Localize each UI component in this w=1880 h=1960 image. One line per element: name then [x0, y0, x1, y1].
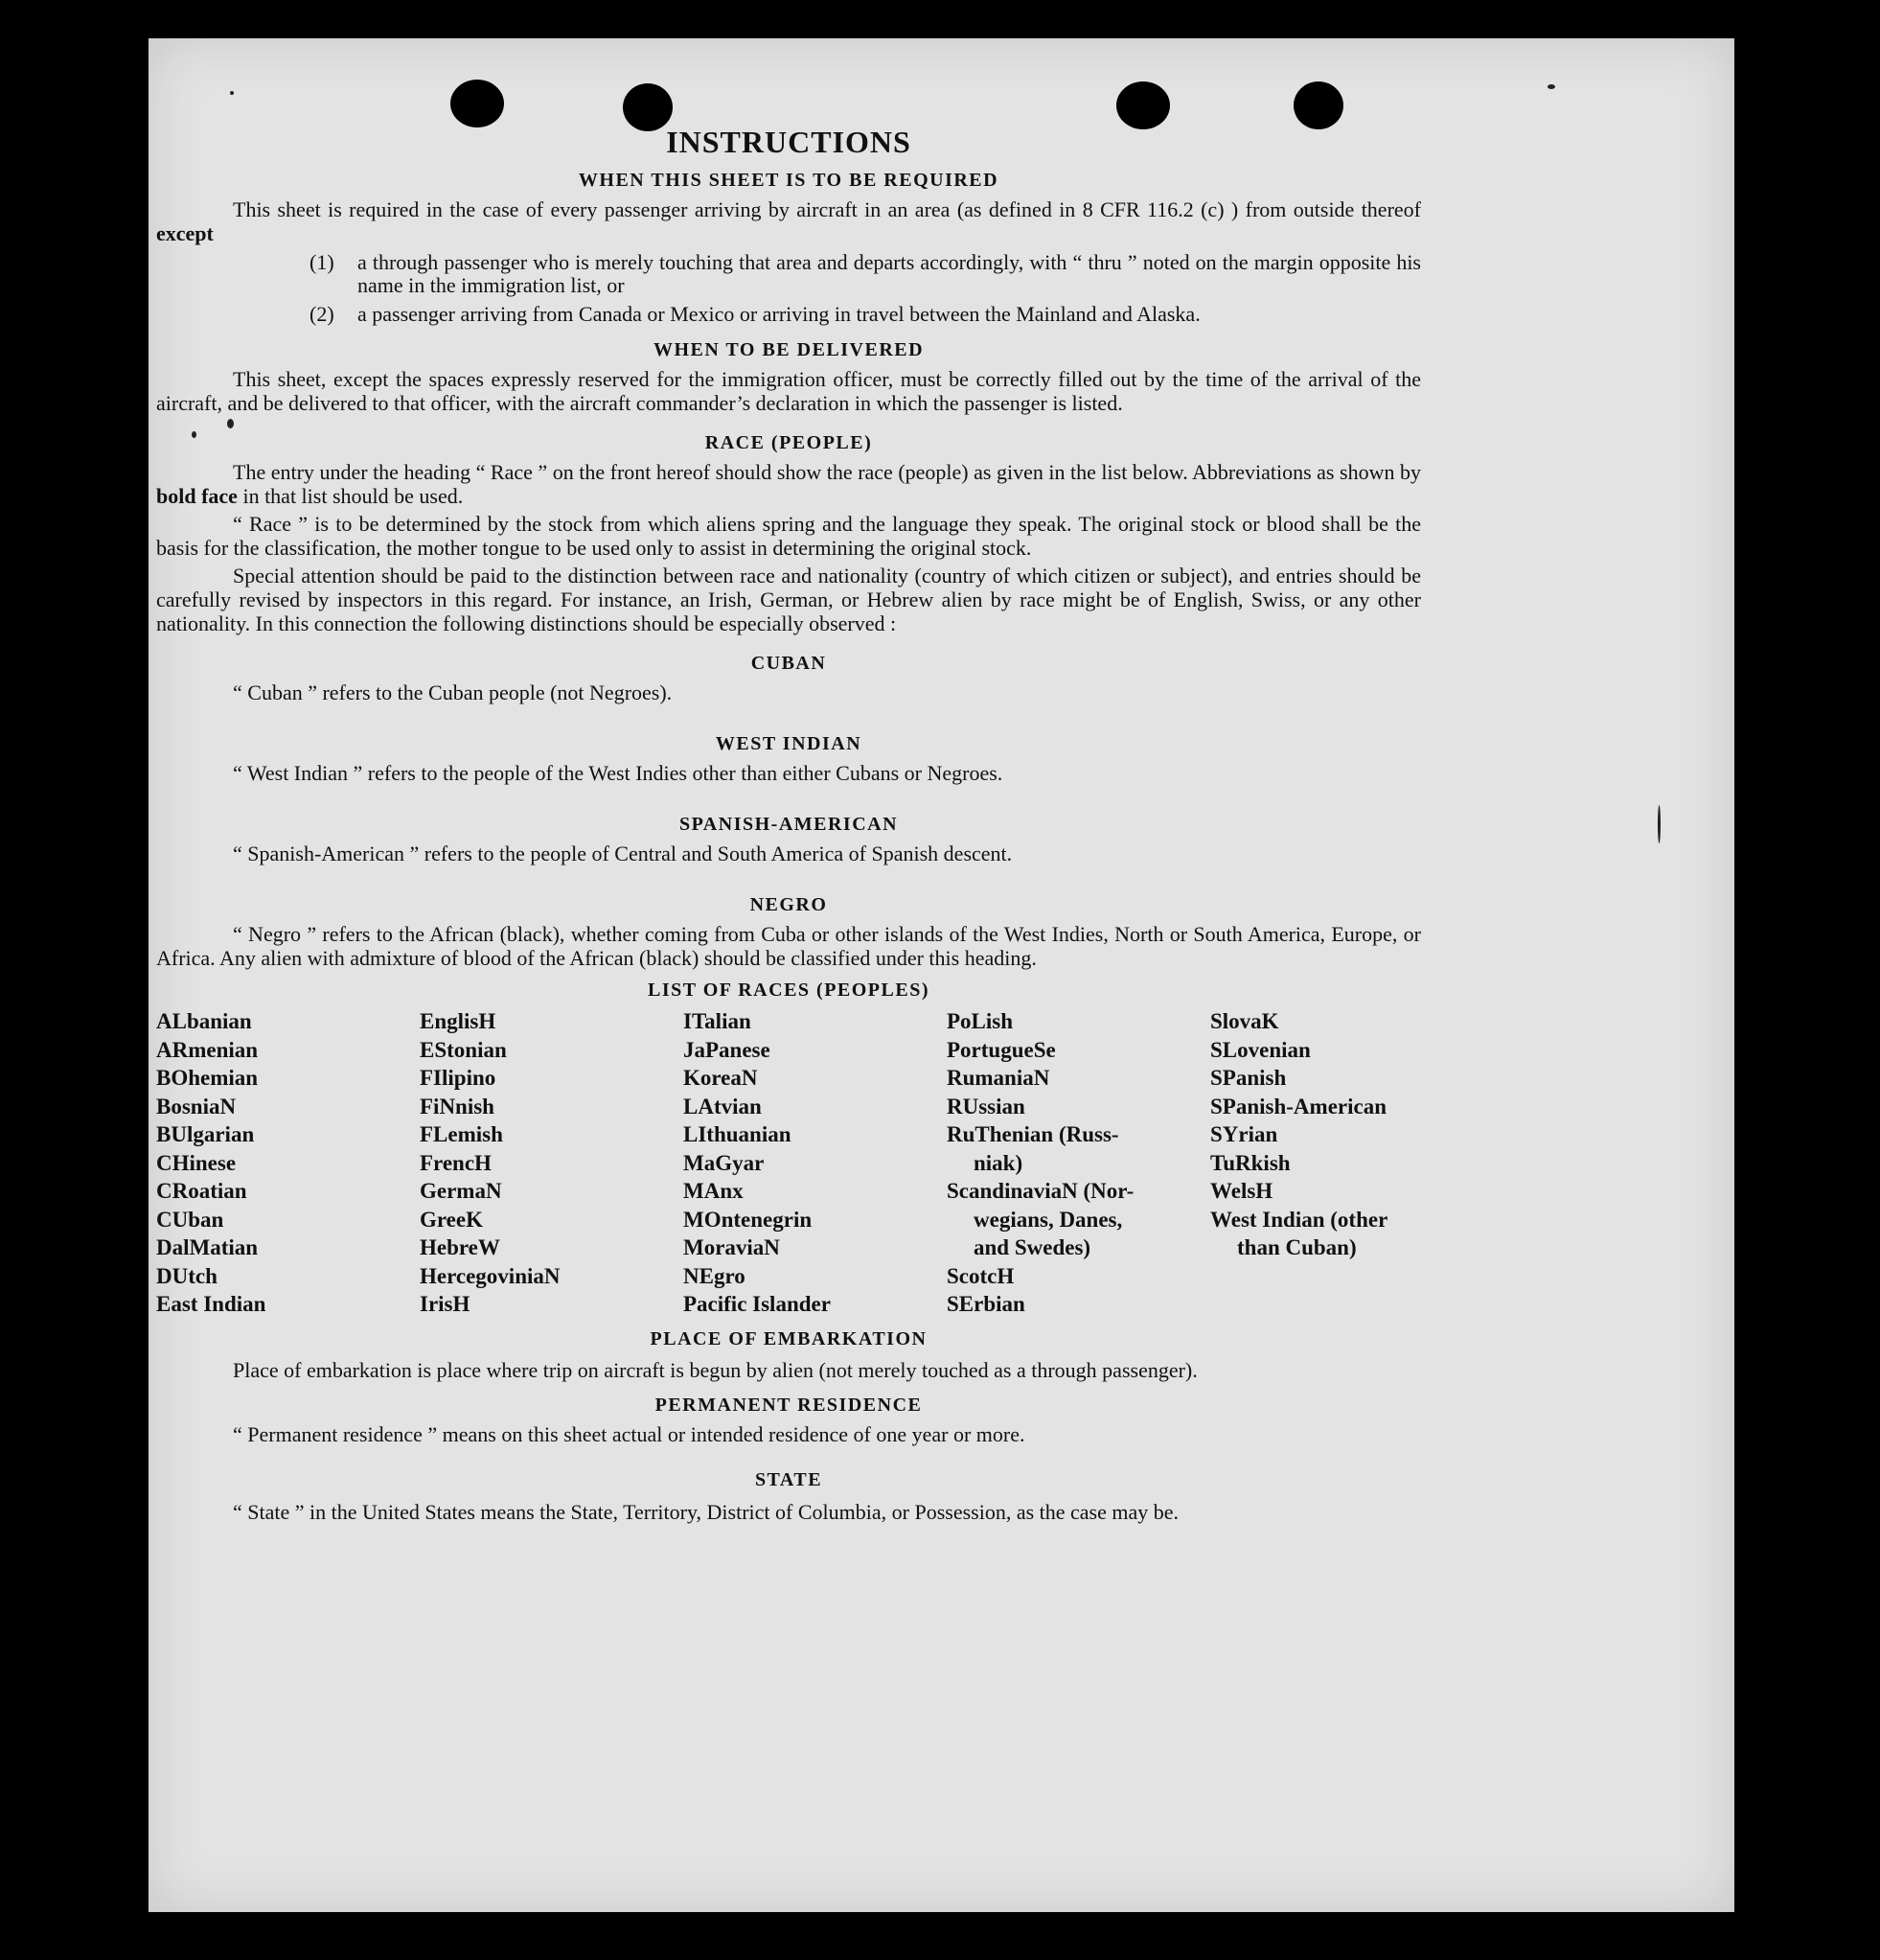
- cuban-text: “ Cuban ” refers to the Cuban people (not Negroes).: [233, 680, 673, 704]
- when-required-intro: This sheet is required in the case of every passenger arriving by aircraft in an area (as defined in 8 CFR 116.2 (c) ) from outside thereof except: [156, 197, 1421, 245]
- race-entry: PortugueSe: [947, 1037, 1056, 1062]
- paper-speck: [230, 91, 234, 95]
- race-entry: SPanish-American: [1210, 1094, 1387, 1118]
- race-entry: CRoatian: [156, 1179, 247, 1203]
- section-heading-when-required: WHEN THIS SHEET IS TO BE REQUIRED: [578, 170, 999, 191]
- when-delivered-text: This sheet, except the spaces expressly reserved for the immigration officer, must be correctly filled out by the time of the arrival of the aircraft, and be delivered to that officer, with the aircraft commander’s declaration in which the passenger is listed.: [156, 367, 1421, 415]
- section-heading-permanent-residence: PERMANENT RESIDENCE: [654, 1394, 923, 1416]
- punch-hole: [1294, 81, 1343, 129]
- item-text: a passenger arriving from Canada or Mexico or arriving in travel between the Mainland and Alaska.: [357, 302, 1201, 326]
- races-column-5: [1210, 1007, 1421, 1319]
- race-entry: FrencH: [420, 1150, 492, 1175]
- race-entry: ScotcH: [947, 1263, 1015, 1288]
- punch-hole: [1116, 81, 1170, 129]
- race-entry: BOhemian: [156, 1066, 259, 1090]
- race-entry: GermaN: [420, 1179, 502, 1203]
- race-entry: BosniaN: [156, 1094, 237, 1118]
- race-entry: MoraviaN: [683, 1235, 780, 1259]
- item-number: (2): [310, 302, 334, 326]
- race-entry: DalMatian: [156, 1235, 259, 1259]
- race-entry: SPanish: [1210, 1066, 1287, 1090]
- negro-text: “ Negro ” refers to the African (black), whether coming from Cuba or other islands of the West Indies, North or South America, Europe, or Africa. Any alien with admixture of blood of the African (black) should be classified under this heading.: [156, 922, 1421, 970]
- race-entry: NEgro: [683, 1263, 745, 1288]
- race-paragraph-3: Special attention should be paid to the distinction between race and nationality (country of which citizen or subject), and entries should be carefully revised by inspectors in this regard. For instance, an Irish, German, or Hebrew alien by race might be of English, Swiss, or any other nationality. In this connection the following distinctions should be especially observed :: [156, 564, 1421, 635]
- race-entry: HercegoviniaN: [420, 1263, 561, 1288]
- race-entry-continuation: wegians, Danes,: [974, 1207, 1123, 1232]
- race-entry-continuation: and Swedes): [974, 1235, 1091, 1259]
- section-heading-negro: NEGRO: [749, 894, 828, 915]
- race-entry: GreeK: [420, 1207, 483, 1232]
- bold-face-emphasis: bold face: [156, 484, 238, 508]
- item-number: (1): [310, 250, 334, 274]
- race-entry: ITalian: [683, 1009, 751, 1033]
- section-heading-when-delivered: WHEN TO BE DELIVERED: [653, 339, 925, 360]
- race-entry: ALbanian: [156, 1009, 252, 1033]
- paper-speck: [1658, 805, 1661, 843]
- place-of-embarkation-text: Place of embarkation is place where trip on aircraft is begun by alien (not merely touched as a through passenger).: [233, 1357, 1198, 1382]
- races-column-4: [947, 1007, 1210, 1319]
- section-heading-state: STATE: [754, 1468, 823, 1490]
- races-column-2: [420, 1007, 683, 1319]
- race-paragraph-2: “ Race ” is to be determined by the stock from which aliens spring and the language they speak. The original stock or blood shall be the basis for the classification, the mother tongue to be used only to assist in determining the original stock.: [156, 512, 1421, 560]
- race-entry: MaGyar: [683, 1150, 765, 1175]
- race-entry: SlovaK: [1210, 1009, 1279, 1033]
- spanish-american-text: “ Spanish-American ” refers to the people of Central and South America of Spanish descent.: [233, 842, 1013, 865]
- race-entry: MOntenegrin: [683, 1207, 813, 1232]
- instructions-body: [156, 125, 1421, 1527]
- punch-hole: [450, 80, 504, 127]
- race-entry-continuation: niak): [974, 1150, 1023, 1175]
- item-text: a through passenger who is merely touching that area and departs accordingly, with “ thru ” noted on the margin opposite his name in the immigration list, or: [357, 250, 1421, 297]
- exception-item-1: [310, 251, 1421, 297]
- west-indian-text: “ West Indian ” refers to the people of the West Indies other than either Cubans or Negroes.: [233, 761, 1003, 785]
- page-title: INSTRUCTIONS: [666, 125, 911, 159]
- race-entry: KoreaN: [683, 1066, 758, 1090]
- race-entry: RumaniaN: [947, 1066, 1050, 1090]
- exception-item-2: [310, 303, 1421, 326]
- section-heading-west-indian: WEST INDIAN: [715, 733, 862, 754]
- permanent-residence-text: “ Permanent residence ” means on this sheet actual or intended residence of one year or more.: [233, 1421, 1025, 1446]
- race-entry: BUlgarian: [156, 1122, 255, 1146]
- race-entry: EnglisH: [420, 1009, 496, 1033]
- race-entry: DUtch: [156, 1263, 218, 1288]
- race-entry: MAnx: [683, 1179, 744, 1203]
- section-heading-list-of-races: LIST OF RACES (PEOPLES): [647, 980, 929, 1001]
- race-entry: SLovenian: [1210, 1037, 1311, 1062]
- race-entry: CUban: [156, 1207, 224, 1232]
- races-list: [156, 1007, 1421, 1319]
- race-entry: JaPanese: [683, 1037, 770, 1062]
- race-entry: LIthuanian: [683, 1122, 791, 1146]
- race-entry: Pacific Islander: [683, 1292, 831, 1316]
- race-entry: SYrian: [1210, 1122, 1278, 1146]
- section-heading-spanish-american: SPANISH-AMERICAN: [678, 814, 899, 835]
- section-heading-place-of-embarkation: PLACE OF EMBARKATION: [650, 1327, 928, 1349]
- race-entry: CHinese: [156, 1150, 237, 1175]
- race-entry: TuRkish: [1210, 1150, 1291, 1175]
- race-entry: WelsH: [1210, 1179, 1273, 1203]
- section-heading-race: RACE (PEOPLE): [704, 432, 873, 453]
- race-entry: East Indian: [156, 1292, 266, 1316]
- race-entry: LAtvian: [683, 1094, 762, 1118]
- race-entry: ScandinaviaN (Nor-: [947, 1179, 1135, 1203]
- race-paragraph-1: The entry under the heading “ Race ” on the front hereof should show the race (people) as given in the list below. Abbreviations as shown by bold face in that list should be used.: [156, 460, 1421, 508]
- section-heading-cuban: CUBAN: [750, 653, 827, 674]
- paper-speck: [1548, 84, 1555, 89]
- race-entry-continuation: than Cuban): [1237, 1235, 1357, 1259]
- state-text: “ State ” in the United States means the State, Territory, District of Columbia, or Possession, as the case may be.: [233, 1499, 1180, 1524]
- races-column-3: [683, 1007, 947, 1319]
- race-entry: FiNnish: [420, 1094, 494, 1118]
- race-entry: HebreW: [420, 1235, 500, 1259]
- race-entry: RUssian: [947, 1094, 1025, 1118]
- race-entry: FIlipino: [420, 1066, 496, 1090]
- race-entry: RuThenian (Russ-: [947, 1122, 1119, 1146]
- race-entry: SErbian: [947, 1292, 1025, 1316]
- race-entry: FLemish: [420, 1122, 503, 1146]
- race-entry: PoLish: [947, 1009, 1014, 1033]
- race-entry: IrisH: [420, 1292, 470, 1316]
- except-emphasis: except: [156, 221, 214, 245]
- race-entry: West Indian (other: [1210, 1207, 1388, 1232]
- race-entry: ARmenian: [156, 1037, 259, 1062]
- races-column-1: [156, 1007, 420, 1319]
- race-entry: EStonian: [420, 1037, 507, 1062]
